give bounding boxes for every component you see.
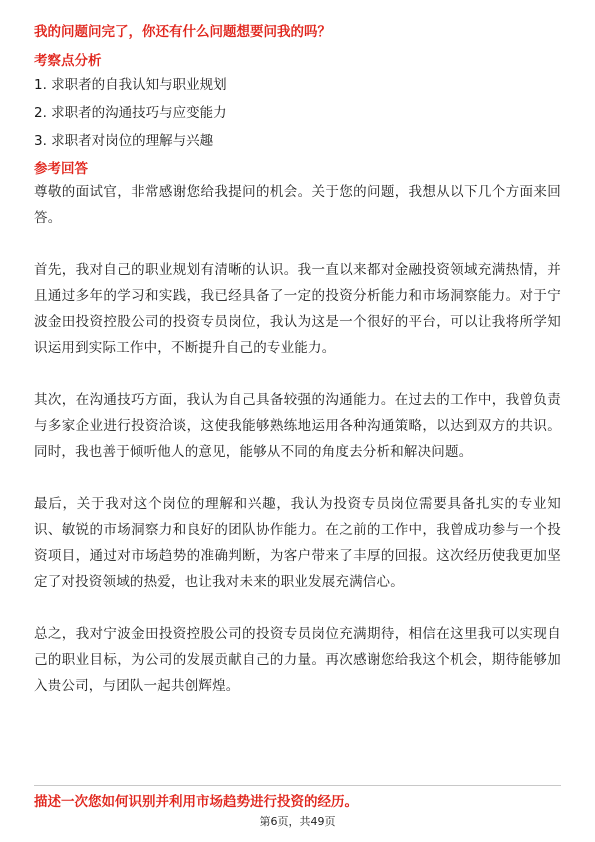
analysis-point: 3. 求职者对岗位的理解与兴趣 xyxy=(34,133,214,149)
answer-paragraph-intro: 尊敬的面试官，非常感谢您给我提问的机会。关于您的问题，我想从以下几个方面来回答。 xyxy=(34,184,561,226)
divider xyxy=(34,785,561,786)
next-question-heading: 描述一次您如何识别并利用市场趋势进行投资的经历。 xyxy=(34,794,358,810)
answer-paragraph-first: 首先，我对自己的职业规划有清晰的认识。我一直以来都对金融投资领域充满热情，并且通过多年的学习和实践，我已经具备了一定的投资分析能力和市场洞察能力。对于宁波金田投资控股公司的投资专员岗位，我认为这是一个很好的平台，可以让我将所学知识运用到实际工作中，不断提升自己的专业能力。 xyxy=(34,262,561,356)
answer-title: 参考回答 xyxy=(34,161,88,177)
analysis-points-list xyxy=(34,75,561,151)
page-number: 第6页，共49页 xyxy=(259,815,336,828)
analysis-point: 1. 求职者的自我认知与职业规划 xyxy=(34,77,227,93)
answer-paragraph-last: 最后，关于我对这个岗位的理解和兴趣，我认为投资专员岗位需要具备扎实的专业知识、敏锐的市场洞察力和良好的团队协作能力。在之前的工作中，我曾成功参与一个投资项目，通过对市场趋势的准确判断，为客户带来了丰厚的回报。这次经历使我更加坚定了对投资领域的热爱，也让我对未来的职业发展充满信心。 xyxy=(34,496,561,590)
question-heading: 我的问题问完了，你还有什么问题想要问我的吗？ xyxy=(34,24,331,40)
answer-paragraph-second: 其次，在沟通技巧方面，我认为自己具备较强的沟通能力。在过去的工作中，我曾负责与多家企业进行投资洽谈，这使我能够熟练地运用各种沟通策略，以达到双方的共识。同时，我也善于倾听他人的意见，能够从不同的角度去分析和解决问题。 xyxy=(34,392,561,460)
document-body xyxy=(34,22,561,699)
answer-body xyxy=(34,179,561,699)
answer-paragraph-conclusion: 总之，我对宁波金田投资控股公司的投资专员岗位充满期待，相信在这里我可以实现自己的职业目标，为公司的发展贡献自己的力量。再次感谢您给我这个机会，期待能够加入贵公司，与团队一起共创辉煌。 xyxy=(34,626,561,694)
analysis-title: 考察点分析 xyxy=(34,53,102,69)
analysis-point: 2. 求职者的沟通技巧与应变能力 xyxy=(34,105,227,121)
